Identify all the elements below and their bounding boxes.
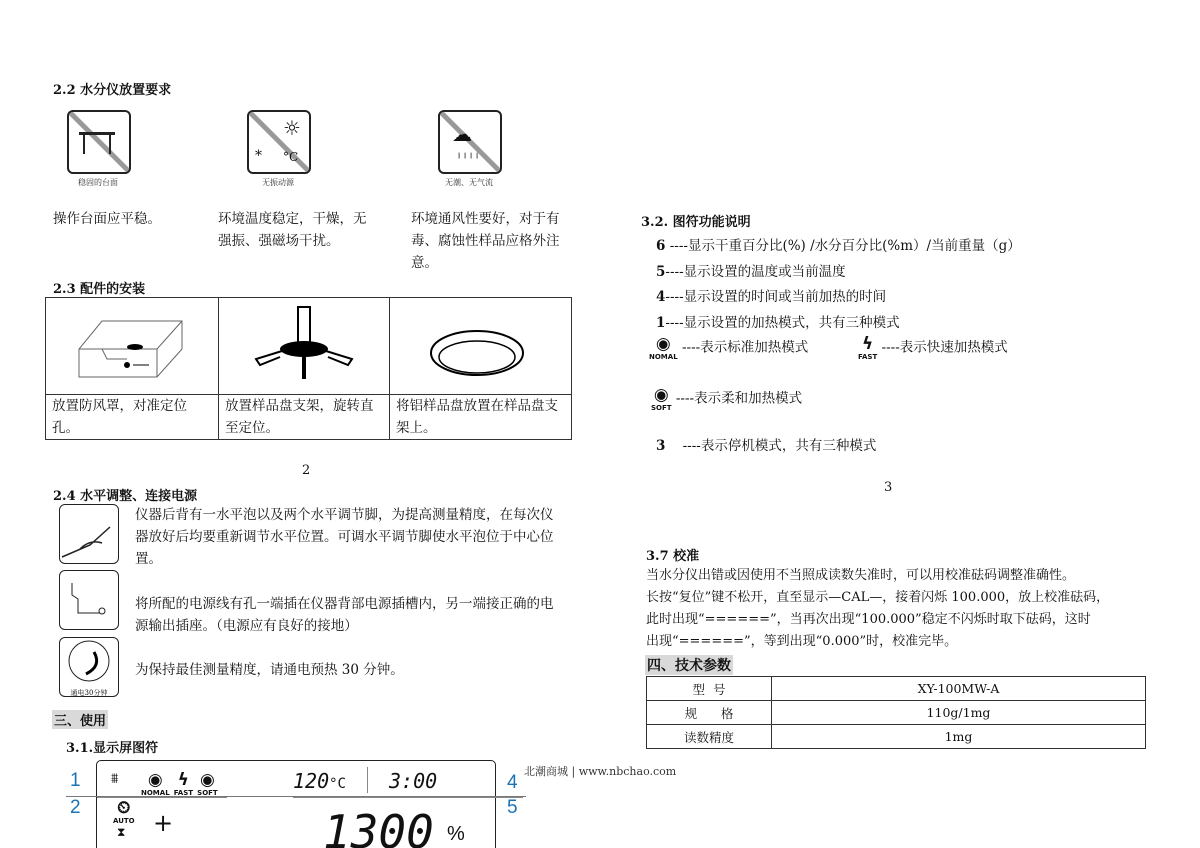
- page-number: 2: [302, 463, 311, 478]
- nomal-mode-icon: ◉ NOMAL: [141, 770, 170, 797]
- main-readout: 1300: [323, 805, 434, 848]
- lcd-display-diagram: [96, 760, 496, 848]
- section-2-4-title: 2.4 水平调整、连接电源: [53, 489, 198, 504]
- spec-value: 1mg: [772, 725, 1146, 749]
- section-2-2-title: 2.2 水分仪放置要求: [53, 83, 172, 98]
- leveling-text: 仪器后背有一水平泡以及两个水平调节脚，为提高测量精度，在每次仪器放好后均要重新调节水平位置。可调水平调节脚使水平泡位于中心位置。: [135, 507, 554, 567]
- icon-caption: 无振动源: [262, 178, 294, 187]
- section-3-1-title: 3.1.显示屏图符: [66, 741, 159, 756]
- plus-symbol: +: [153, 809, 174, 837]
- table-row: [647, 725, 1146, 749]
- temperature-icon: ☼ * °C: [247, 110, 311, 174]
- legend-line: 4----显示设置的时间或当前加热的时间: [656, 289, 887, 305]
- accessories-table: [45, 297, 572, 440]
- section-3-2-title: 3.2. 图符功能说明: [641, 215, 751, 230]
- calibration-line: 出现“======”，等到出现“0.000”时，校准完毕。: [646, 634, 958, 649]
- time-readout: 3:00: [389, 769, 438, 793]
- temperature-readout: 120°C: [293, 769, 346, 793]
- section-3-7-title: 3.7 校准: [646, 549, 700, 564]
- callout-1: 1: [70, 770, 81, 791]
- section-3-title: 三、使用: [52, 710, 108, 729]
- mode-fast: ϟ FAST ----表示快速加热模式: [858, 334, 1008, 361]
- spec-label: 读数精度: [647, 725, 772, 749]
- stable-table-icon: [67, 110, 131, 174]
- accessory-step-1: 放置防风罩，对准定位孔。: [46, 395, 219, 440]
- sample-pan-image: [390, 298, 572, 395]
- placement-text-3: 环境通风性要好，对于有毒、腐蚀性样品应格外注意。: [411, 211, 560, 271]
- fast-mode-icon: ϟ FAST: [858, 334, 878, 361]
- callout-5: 5: [507, 797, 518, 818]
- mode-soft: ◉ SOFT ----表示柔和加热模式: [651, 385, 803, 412]
- calibration-line: 当水分仪出错或因使用不当照成读数失准时，可以用校准砝码调整准确性。: [646, 568, 1076, 583]
- accessory-step-3: 将铝样品盘放置在样品盘支架上。: [390, 395, 572, 440]
- spec-label: 规 格: [647, 701, 772, 725]
- soft-mode-icon: ◉ SOFT: [197, 770, 218, 797]
- calibration-line: 长按“复位”键不松开，直至显示—CAL—，接着闪烁 100.000，放上校准砝码，: [646, 590, 1110, 605]
- calibration-text: [646, 565, 1109, 653]
- clock-caption: 通电30分钟: [70, 689, 108, 697]
- level-bubble-icon: [59, 504, 119, 564]
- spec-label: 型 号: [647, 677, 772, 701]
- soft-mode-icon: ◉ SOFT: [651, 385, 672, 412]
- spec-value: XY-100MW-A: [772, 677, 1146, 701]
- clock-icon: [59, 637, 119, 697]
- page-number: 3: [884, 480, 893, 495]
- warmup-text: 为保持最佳测量精度，请通电预热 30 分钟。: [135, 662, 404, 678]
- legend-line: 1----显示设置的加热模式，共有三种模式: [656, 314, 900, 331]
- legend-line: 5----显示设置的温度或当前温度: [656, 263, 846, 280]
- mode-nomal: ◉ NOMAL ----表示标准加热模式: [649, 334, 809, 361]
- spec-table: [646, 676, 1146, 749]
- weather-icon: ☁ ╷╷╷╷: [438, 110, 502, 174]
- auto-icon: ⏲ AUTO: [113, 798, 135, 825]
- placement-text-2: 环境温度稳定，干燥，无强振、强磁场干扰。: [218, 211, 367, 249]
- percent-unit: %: [447, 823, 465, 845]
- nomal-mode-icon: ◉ NOMAL: [649, 334, 678, 361]
- calibration-line: 此时出现“======”，当再次出现“100.000”稳定不闪烁时取下砝码，这时: [646, 612, 1091, 627]
- table-row: [647, 701, 1146, 725]
- callout-2: 2: [70, 797, 81, 818]
- callout-4: 4: [507, 772, 518, 793]
- windshield-image: [46, 298, 219, 395]
- fast-mode-icon: ϟ FAST: [173, 770, 194, 797]
- section-2-3-title: 2.3 配件的安装: [53, 282, 146, 297]
- power-text: 将所配的电源线有孔一端插在仪器背部电源插槽内，另一端接正确的电源输出插座。（电源应有良好的接地）: [135, 596, 554, 634]
- watermark: 北潮商城 | www.nbchao.com: [524, 765, 677, 778]
- accessory-step-2: 放置样品盘支架，旋转直至定位。: [219, 395, 390, 440]
- stop-mode-line: 3 ----表示停机模式，共有三种模式: [656, 438, 877, 454]
- table-row: [647, 677, 1146, 701]
- symbol-legend: [656, 234, 1021, 336]
- heater-icon: ⩩: [111, 771, 119, 787]
- icon-caption: 无潮、无气流: [445, 178, 493, 187]
- mode-icons: [141, 771, 218, 797]
- hourglass-icon: ⧗: [117, 825, 126, 839]
- section-4-title: 四、技术参数: [645, 655, 733, 675]
- icon-caption: 稳固的台面: [78, 178, 118, 187]
- pan-holder-image: [219, 298, 390, 395]
- placement-text-1: 操作台面应平稳。: [53, 211, 161, 227]
- spec-value: 110g/1mg: [772, 701, 1146, 725]
- legend-line: 6 ----显示干重百分比(%) /水分百分比(%m）/当前重量（g）: [656, 238, 1021, 254]
- power-cord-icon: [59, 570, 119, 630]
